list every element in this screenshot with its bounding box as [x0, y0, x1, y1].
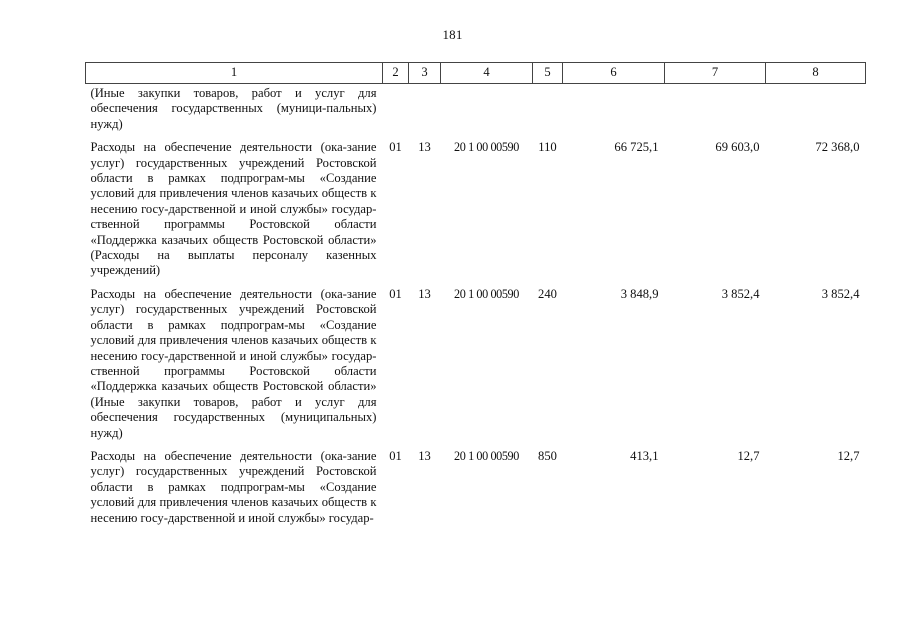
row-amount-col6: 3 848,9: [620, 286, 659, 301]
row-target-item: 20 1 00 00590: [454, 140, 519, 155]
row-subsection: 13: [418, 448, 431, 463]
row-subsection: 13: [418, 286, 431, 301]
row-amount-col7: 69 603,0: [715, 140, 760, 155]
column-header-8: 8: [766, 63, 866, 84]
column-header-5: 5: [533, 63, 563, 84]
row-expense-type: 240: [538, 286, 557, 301]
column-header-3: 3: [409, 63, 441, 84]
row-amount-col6: 66 725,1: [614, 140, 659, 155]
table-header-row: [86, 63, 866, 84]
row-section: 01: [389, 448, 402, 463]
row-section: 01: [389, 140, 402, 155]
row-description: Расходы на обеспечение деятельности (ока-зание услуг) государственных учреждений Ростовской области в рамках подпрограм-мы «Создание условий для привлечения членов казачьих обществ к несению госу-дарственной и иной службы» государ-ственной программы Ростовской области «Поддержка казачьих обществ Ростовской области» (Расходы на выплаты персоналу казенных учреждений): [90, 140, 377, 278]
column-header-1: 1: [86, 63, 383, 84]
row-amount-col8: 3 852,4: [821, 286, 860, 301]
row-section: 01: [389, 286, 402, 301]
budget-table: [85, 62, 866, 526]
table-row: [86, 132, 866, 279]
column-header-7: 7: [665, 63, 766, 84]
row-amount-col7: 3 852,4: [721, 286, 760, 301]
row-amount-col8: 72 368,0: [815, 140, 860, 155]
row-target-item: 20 1 00 00590: [454, 448, 519, 463]
row-expense-type: 110: [538, 140, 557, 155]
row-description: Расходы на обеспечение деятельности (ока-зание услуг) государственных учреждений Ростовской области в рамках подпрограм-мы «Создание условий для привлечения членов казачьих обществ к несению госу-дарственной и иной службы» государ-ственной программы Ростовской области «Поддержка казачьих обществ Ростовской области» (Иные закупки товаров, работ и услуг для обеспечения государственных (муниципальных) нужд): [90, 286, 377, 440]
table-row: [86, 279, 866, 441]
row-description: Расходы на обеспечение деятельности (ока-зание услуг) государственных учреждений Ростовской области в рамках подпрограм-мы «Создание условий для привлечения членов казачьих обществ к несению госу-дарственной и иной службы» государ-: [90, 448, 377, 525]
page-number: 181: [442, 27, 463, 42]
continuation-description: (Иные закупки товаров, работ и услуг для обеспечения государственных (муници-пальных) нужд): [90, 86, 377, 131]
column-header-4: 4: [441, 63, 533, 84]
row-amount-col6: 413,1: [630, 448, 659, 463]
table-row: [86, 441, 866, 526]
table-row-continuation: [86, 84, 866, 133]
row-amount-col7: 12,7: [737, 448, 760, 463]
column-header-6: 6: [563, 63, 665, 84]
row-expense-type: 850: [538, 448, 557, 463]
row-amount-col8: 12,7: [837, 448, 860, 463]
row-target-item: 20 1 00 00590: [454, 286, 519, 301]
column-header-2: 2: [383, 63, 409, 84]
row-subsection: 13: [418, 140, 431, 155]
